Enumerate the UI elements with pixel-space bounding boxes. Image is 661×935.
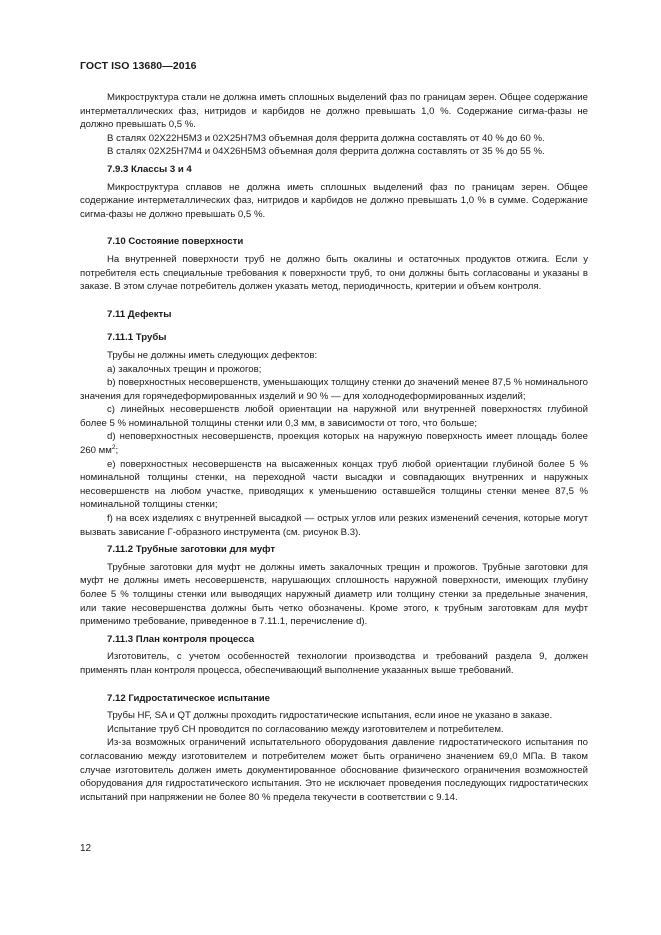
paragraph: Трубы HF, SA и QT должны проходить гидростатические испытания, если иное не указано в заказе. xyxy=(107,710,553,722)
paragraph: Микроструктура сплавов не должна иметь сплошных выделений фаз по границам зерен. Общее содержание интерметаллических фаз, нитридов и карбидов не должно превышать 1,0 % в сумме. Содержание сигма-фазы не должно превышать 0,5 %. xyxy=(80,181,588,220)
paragraph: Изготовитель, с учетом особенностей технологии производства и требований раздела 9, должен применять план контроля процесса, обеспечивающий выполнение указанных выше требований. xyxy=(80,651,588,676)
section-heading-7-11: 7.11 Дефекты xyxy=(107,308,172,320)
list-item-a: а) закалочных трещин и прожогов; xyxy=(107,363,262,375)
list-item-c: с) линейных несовершенств любой ориентации на наружной или внутренней поверхностях глубиной более 5 % номинальной толщины стенки или 0,3 мм, в зависимости от того, что больше; xyxy=(80,404,588,429)
page-number: 12 xyxy=(80,843,92,854)
list-item-d-text: d) неповерхностных несовершенств, проекция которых на наружную поверхность имеет площадь более 260 мм xyxy=(80,431,588,457)
list-item-d-end: ; xyxy=(115,445,119,457)
list-item-f: f) на всех изделиях с внутренней высадкой — острых углов или резких изменений сечения, которые могут вызвать зависание Г-образного инструмента (см. рисунок В.3). xyxy=(80,513,588,538)
paragraph: Трубные заготовки для муфт не должны иметь закалочных трещин и прожогов. Трубные заготовки для муфт не должны иметь несовершенств, нарушающих сплошность наружной поверхности, имеющих глубину более 5 % толщины стенки или выводящих наружный диаметр или толщину стенки за предельные значения, или такие несовершенства должны быть четко обозначены. Кроме этого, к трубным заготовкам для муфт применимо требование, приведенное в 7.11.1, перечисление d). xyxy=(80,561,588,628)
section-heading-7-11-3: 7.11.3 План контроля процесса xyxy=(107,633,255,645)
section-heading-7-12: 7.12 Гидростатическое испытание xyxy=(107,692,271,704)
paragraph: Трубы не должны иметь следующих дефектов: xyxy=(107,349,318,361)
paragraph: На внутренней поверхности труб не должно быть окалины и остаточных продуктов отжига. Если у потребителя есть специальные требования к поверхности труб, то они должны быть согласованы и указаны в заказе. В этом случае потребитель должен указать метод, периодичность, критерии и объем контроля. xyxy=(80,253,588,293)
section-heading-7-10: 7.10 Состояние поверхности xyxy=(107,236,244,248)
section-heading-7-11-2: 7.11.2 Трубные заготовки для муфт xyxy=(107,544,276,556)
list-item-d xyxy=(80,430,588,457)
paragraph: В сталях 02Х22Н5М3 и 02Х25Н7М3 объемная доля феррита должна составлять от 40 % до 60 %. xyxy=(107,132,545,144)
paragraph: Микроструктура стали не должна иметь сплошных выделений фаз по границам зерен. Общее содержание интерметаллических фаз, нитридов и карбидов не должно превышать 1,0 %. Содержание сигма-фазы не должно превышать 0,5 %. xyxy=(80,92,588,131)
section-heading-7-9-3: 7.9.3 Классы 3 и 4 xyxy=(107,163,192,175)
document-header: ГОСТ ISO 13680—2016 xyxy=(80,60,197,72)
section-heading-7-11-1: 7.11.1 Трубы xyxy=(107,332,167,344)
paragraph: В сталях 02Х25Н7М4 и 04Х26Н5М3 объемная доля феррита должна составлять от 35 % до 55 %. xyxy=(107,146,545,158)
list-item-b: b) поверхностных несовершенств, уменьшающих толщину стенки до значений менее 87,5 % номинального значения для горячедеформированных изделий и 90 % — для холоднодеформированных изделий; xyxy=(80,377,588,402)
page-content xyxy=(80,91,588,804)
paragraph: Испытание труб СН проводится по согласованию между изготовителем и потребителем. xyxy=(107,723,504,735)
list-item-e: е) поверхностных несовершенств на высаженных концах труб любой ориентации глубиной более 5 % номинальной толщины стенки, на переходной части высадки и совпадающих внутренних и наружных несовершенств на любом участке, приводящих к уменьшению оставшейся толщины стенки менее 87,5 % номинальной толщины стенки; xyxy=(80,458,588,511)
paragraph: Из-за возможных ограничений испытательного оборудования давление гидростатического испытания по согласованию между изготовителем и потребителем может быть ограничено значением 69,0 МПа. В таком случае изготовитель должен иметь документированное обоснование физического ограничения возможностей оборудования для гидростатического испытания. Это не исключает проведения последующих гидростатических испытаний при напряжении не более 80 % предела текучести в соответствии с 9.14. xyxy=(80,737,588,803)
superscript: 2 xyxy=(111,443,116,451)
